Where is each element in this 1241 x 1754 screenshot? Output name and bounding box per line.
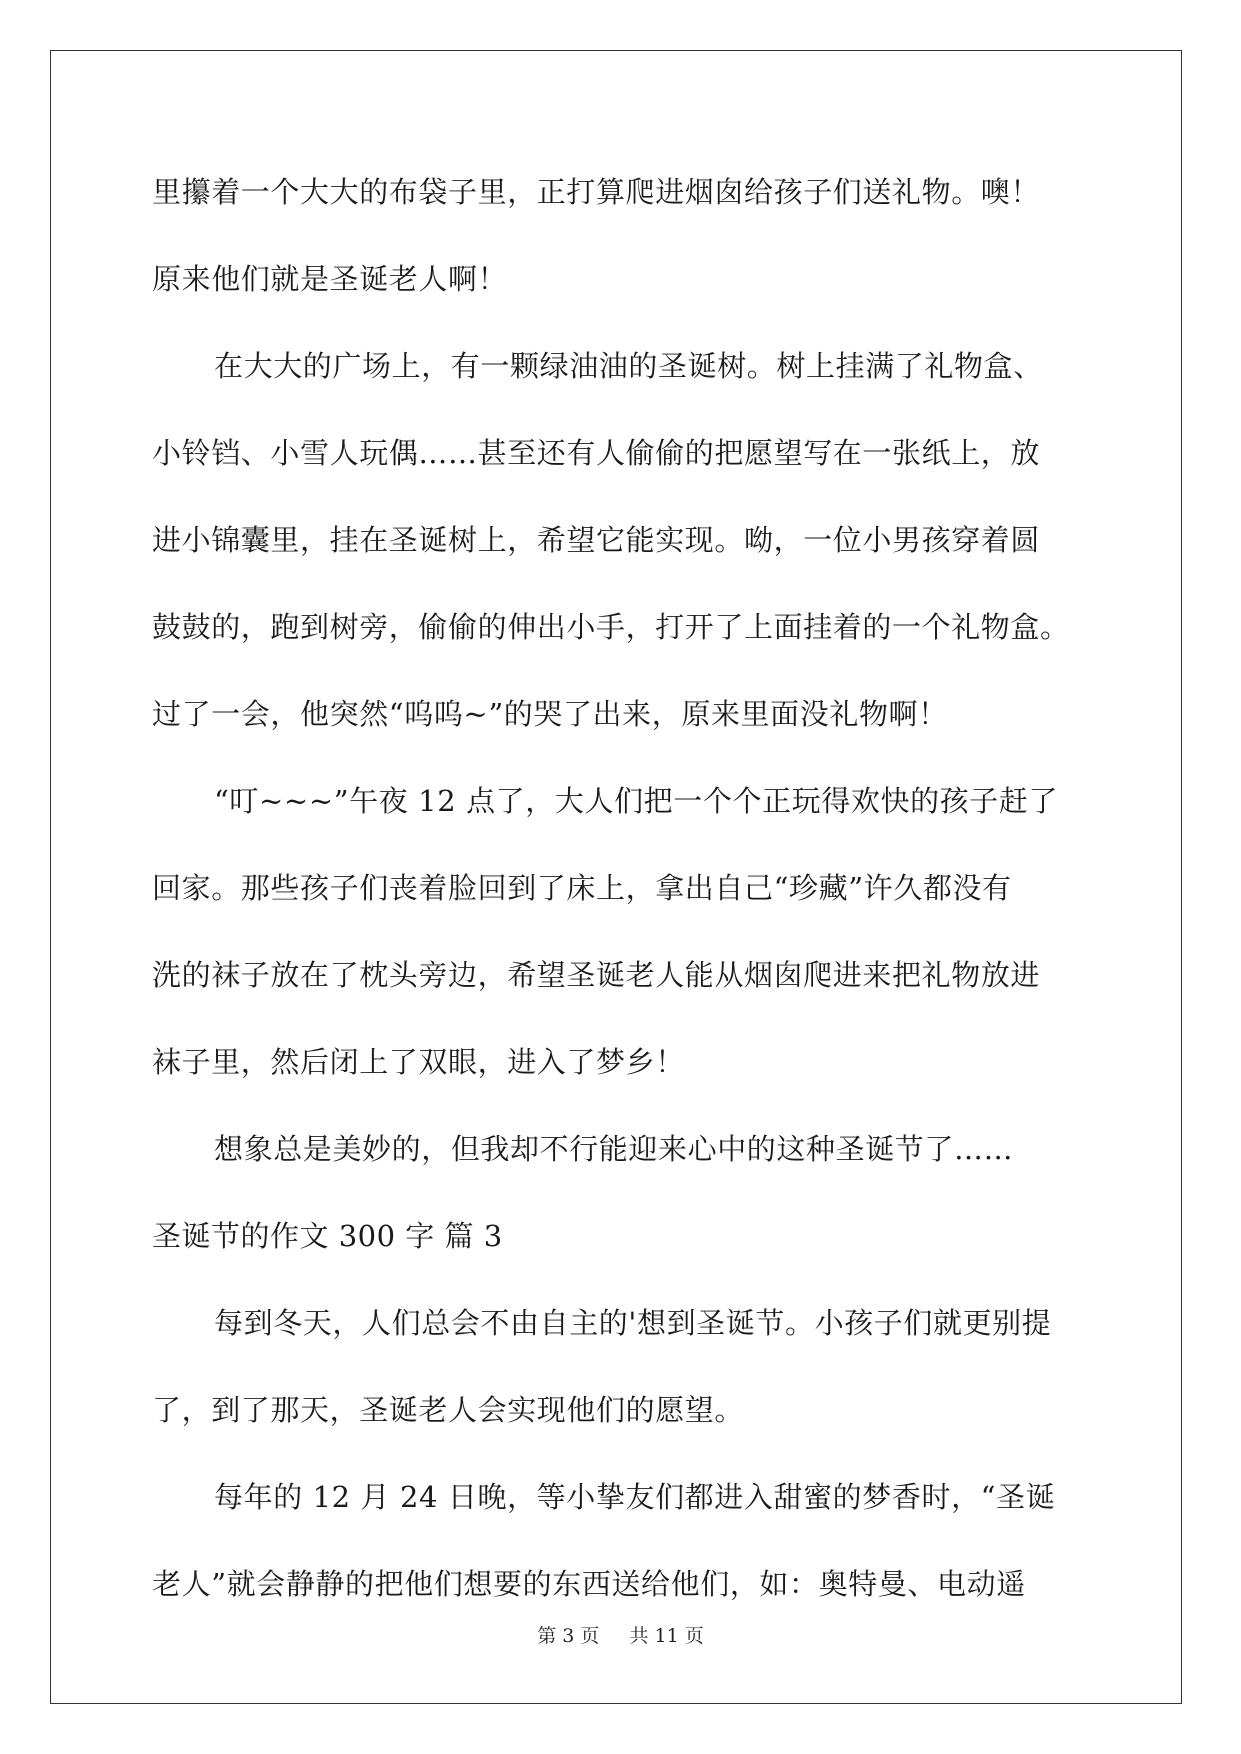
text-line: 进小锦囊里，挂在圣诞树上，希望它能实现。呦，一位小男孩穿着圆 (152, 523, 1041, 557)
text-line: 回家。那些孩子们丧着脸回到了床上，拿出自己“珍藏”许久都没有 (152, 871, 1012, 905)
page-total: 共 11 页 (629, 1625, 704, 1647)
document-body (152, 162, 1092, 1641)
text-line: 老人”就会静静的把他们想要的东西送给他们，如：奥特曼、电动遥 (152, 1567, 1026, 1601)
text-line: 了，到了那天，圣诞老人会实现他们的愿望。 (152, 1393, 745, 1427)
text-line: 小铃铛、小雪人玩偶……甚至还有人偷偷的把愿望写在一张纸上，放 (152, 436, 1041, 470)
text-line: 洗的袜子放在了枕头旁边，希望圣诞老人能从烟囱爬进来把礼物放进 (152, 958, 1041, 992)
text-line: 里攥着一个大大的布袋子里，正打算爬进烟囱给孩子们送礼物。噢！ (152, 175, 1041, 209)
text-line: 每年的 12 月 24 日晚，等小挚友们都进入甜蜜的梦香时，“圣诞 (214, 1480, 1056, 1514)
page-number: 第 3 页 (537, 1625, 600, 1647)
text-line: 每到冬天，人们总会不由自主的'想到圣诞节。小孩子们就更别提 (214, 1306, 1052, 1340)
text-line: “叮~~~”午夜 12 点了，大人们把一个个正玩得欢快的孩子赶了 (214, 784, 1059, 818)
text-line: 鼓鼓的，跑到树旁，偷偷的伸出小手，打开了上面挂着的一个礼物盒。 (152, 610, 1070, 644)
page-footer (0, 1621, 1241, 1648)
text-line: 原来他们就是圣诞老人啊！ (152, 262, 508, 296)
text-line: 过了一会，他突然“呜呜~”的哭了出来，原来里面没礼物啊！ (152, 697, 948, 731)
section-heading: 圣诞节的作文 300 字 篇 3 (152, 1219, 503, 1253)
text-line: 想象总是美妙的，但我却不行能迎来心中的这种圣诞节了…… (214, 1132, 1014, 1166)
text-line: 袜子里，然后闭上了双眼，进入了梦乡！ (152, 1045, 685, 1079)
text-line: 在大大的广场上，有一颗绿油油的圣诞树。树上挂满了礼物盒、 (214, 349, 1043, 383)
